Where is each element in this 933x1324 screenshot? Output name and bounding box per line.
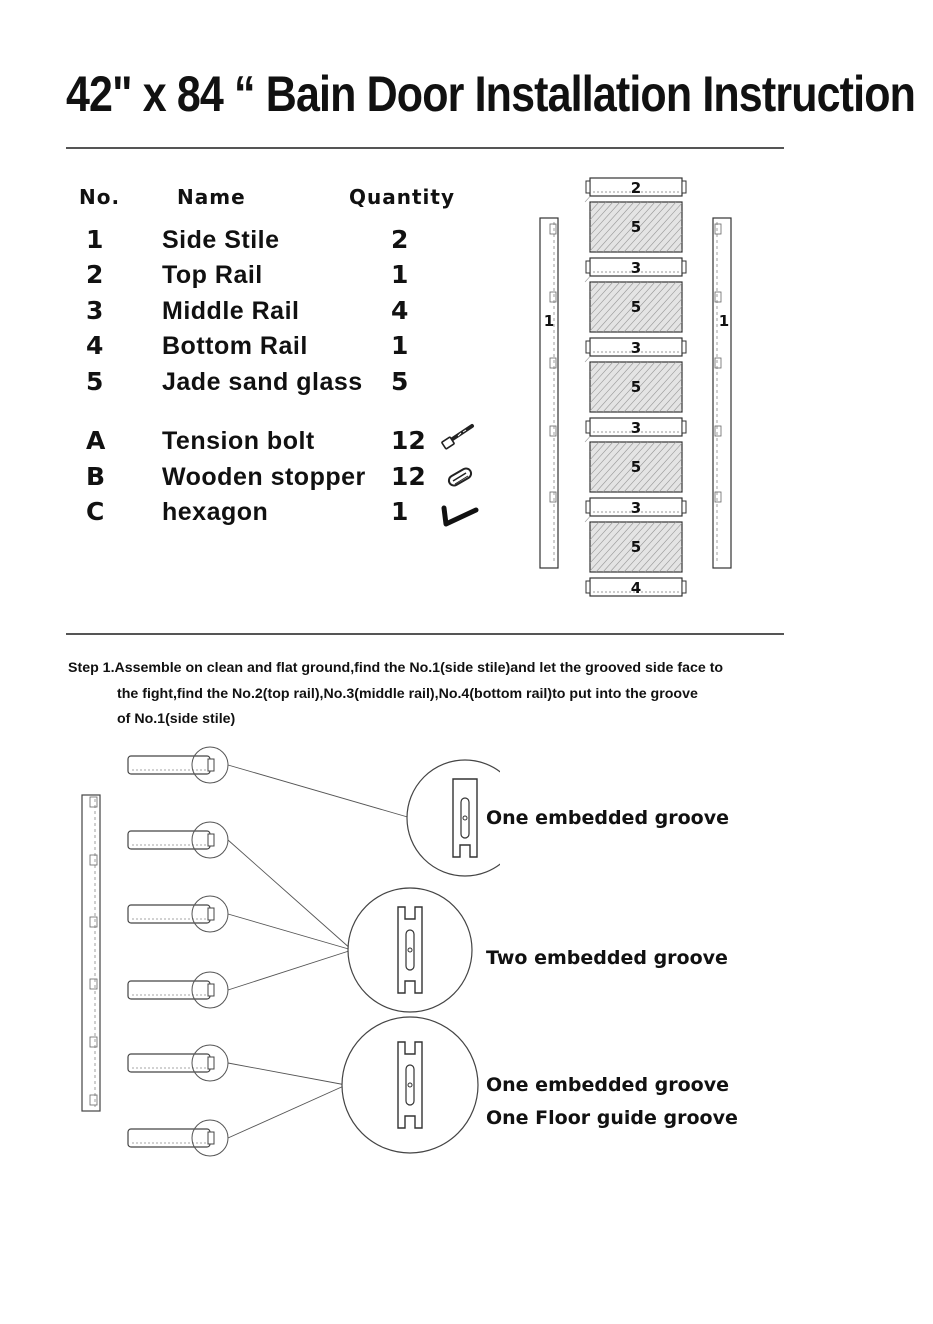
rail-label: 4: [630, 579, 642, 597]
hardware-quantity: 12: [391, 426, 426, 455]
rail-end: [128, 896, 352, 950]
rail-part: [586, 258, 686, 277]
step-1-line-3: of No.1(side stile): [117, 711, 236, 727]
part-quantity: 1: [391, 331, 409, 360]
leader-line: [228, 914, 352, 950]
glass-panel: [585, 436, 682, 492]
part-number: 2: [86, 260, 104, 289]
section-divider: [66, 633, 784, 635]
rail-label: 3: [630, 339, 642, 357]
step-1-instructions: [68, 656, 828, 733]
rail-tenon-right: [682, 181, 686, 193]
rail-tenon: [208, 984, 214, 996]
leader-line: [228, 765, 411, 818]
rail-label: 3: [630, 259, 642, 277]
glass-hatch: [585, 356, 590, 362]
hardware-name: Tension bolt: [162, 427, 315, 455]
rail-body: [128, 981, 210, 999]
rail-part: [586, 498, 686, 517]
rail-label: 2: [630, 179, 642, 197]
part-number: 3: [86, 296, 104, 325]
rail-tenon-left: [586, 581, 590, 593]
groove-label-bottom-1: One embedded groove: [486, 1074, 730, 1096]
glass-hatch: [585, 516, 590, 522]
rail-tenon-right: [682, 501, 686, 513]
hardware-name: Wooden stopper: [162, 463, 366, 491]
rail-end: [128, 1085, 346, 1156]
part-quantity: 5: [391, 367, 409, 396]
rail-part: [586, 178, 686, 197]
rail-body: [128, 756, 210, 774]
rail-tenon-left: [586, 421, 590, 433]
glass-label: 5: [630, 538, 642, 556]
stile-body: [540, 218, 558, 568]
leader-line: [228, 840, 352, 950]
column-header-no: No.: [79, 185, 121, 209]
rail-tenon: [208, 834, 214, 846]
leader-line: [228, 950, 352, 990]
rail-end: [128, 950, 352, 1008]
bolt-slot: [406, 930, 414, 970]
rail-tenon-left: [586, 341, 590, 353]
rail-tenon-right: [682, 581, 686, 593]
hardware-name: hexagon: [162, 498, 269, 526]
hardware-letter: B: [86, 462, 106, 491]
step-1-line-2: the fight,find the No.2(top rail),No.3(middle rail),No.4(bottom rail)to put into the groove: [117, 685, 698, 702]
hardware-quantity: 12: [391, 462, 426, 491]
rail-tenon-left: [586, 181, 590, 193]
side-stile-left: [540, 218, 558, 568]
hardware-letter: A: [86, 426, 106, 455]
groove-label-two: Two embedded groove: [486, 947, 728, 969]
column-header-name: Name: [177, 185, 246, 209]
glass-hatch: [585, 276, 590, 282]
glass-panel: [585, 276, 682, 332]
door-exploded-diagram: [530, 172, 770, 620]
side-stile-right: [713, 218, 731, 568]
rail-body: [128, 1054, 210, 1072]
glass-label: 5: [630, 458, 642, 476]
rail-tenon: [208, 1057, 214, 1069]
rail-body: [128, 905, 210, 923]
groove-detail-diagram: [60, 745, 500, 1175]
rail-end: [128, 747, 411, 818]
rail-part: [586, 578, 686, 597]
column-header-quantity: Quantity: [349, 185, 455, 209]
rail-part: [586, 338, 686, 357]
glass-label: 5: [630, 378, 642, 396]
stile-label: 1: [718, 312, 730, 330]
groove-magnifier: [342, 1017, 478, 1153]
rail-label: 3: [630, 419, 642, 437]
glass-panel: [585, 356, 682, 412]
rail-tenon-right: [682, 261, 686, 273]
rail-body: [128, 831, 210, 849]
title-divider: [66, 147, 784, 149]
rail-tenon: [208, 759, 214, 771]
rail-label: 3: [630, 499, 642, 517]
groove-magnifier: [348, 888, 472, 1012]
part-quantity: 4: [391, 296, 409, 325]
groove-label-one: One embedded groove: [486, 807, 730, 829]
hex-key-icon: [438, 498, 480, 528]
rail-body: [128, 1129, 210, 1147]
stile-label: 1: [543, 312, 555, 330]
part-number: 4: [86, 331, 104, 360]
rail-tenon-right: [682, 421, 686, 433]
rail-end: [128, 822, 352, 950]
bolt-slot: [406, 1065, 414, 1105]
rail-end: [128, 1045, 346, 1085]
step-1-line-1: Step 1.Assemble on clean and flat ground,find the No.1(side stile)and let the grooved side face to: [68, 660, 724, 676]
leader-line: [228, 1063, 346, 1085]
part-name: Jade sand glass: [162, 368, 363, 396]
part-quantity: 1: [391, 260, 409, 289]
leader-line: [228, 1085, 346, 1138]
glass-panel: [585, 196, 682, 252]
rail-tenon-left: [586, 261, 590, 273]
part-name: Middle Rail: [162, 297, 300, 325]
hardware-letter: C: [86, 497, 105, 526]
part-name: Bottom Rail: [162, 332, 308, 360]
glass-hatch: [585, 196, 590, 202]
part-number: 5: [86, 367, 104, 396]
glass-label: 5: [630, 298, 642, 316]
bolt-slot: [461, 798, 469, 838]
rail-tenon: [208, 908, 214, 920]
stile-body: [713, 218, 731, 568]
part-quantity: 2: [391, 225, 409, 254]
bolt-icon: [440, 420, 478, 450]
rail-tenon-left: [586, 501, 590, 513]
page-title: 42" x 84 “ Bain Door Installation Instruction: [66, 66, 916, 122]
hardware-quantity: 1: [391, 497, 409, 526]
rail-tenon: [208, 1132, 214, 1144]
groove-label-bottom-2: One Floor guide groove: [486, 1107, 738, 1129]
part-number: 1: [86, 225, 104, 254]
stile-body: [82, 795, 100, 1111]
rail-tenon-right: [682, 341, 686, 353]
side-stile-detail: [82, 795, 100, 1111]
dowel-icon: [444, 464, 476, 490]
glass-hatch: [585, 436, 590, 442]
glass-panel: [585, 516, 682, 572]
rail-part: [586, 418, 686, 437]
part-name: Side Stile: [162, 226, 280, 254]
part-name: Top Rail: [162, 261, 263, 289]
glass-label: 5: [630, 218, 642, 236]
